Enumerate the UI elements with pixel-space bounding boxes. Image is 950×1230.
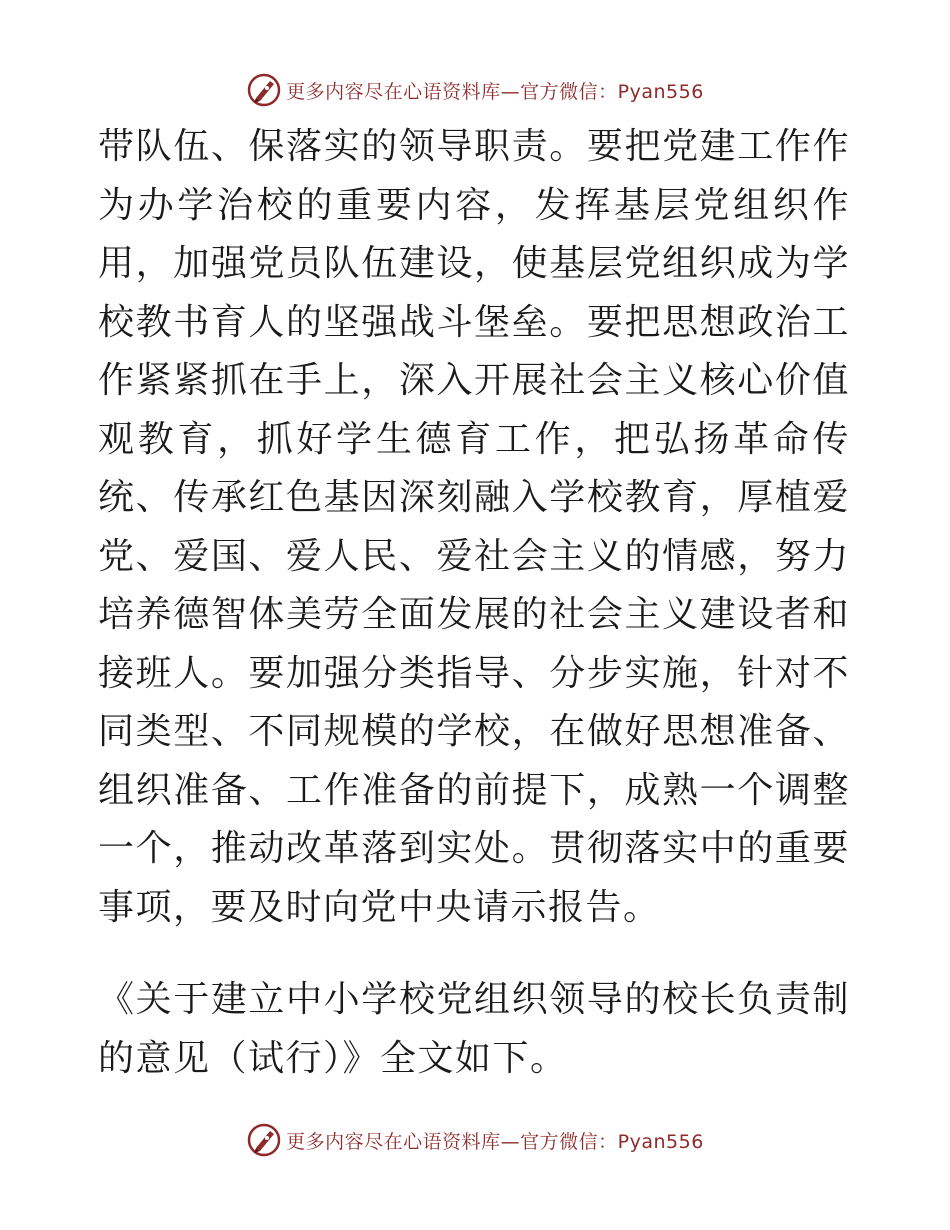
header-banner [0, 70, 950, 110]
header-banner-label: 更多内容尽在心语资料库—官方微信： [286, 80, 618, 103]
footer-banner [0, 1120, 950, 1160]
body-paragraph-1: 带队伍、保落实的领导职责。要把党建工作作为办学治校的重要内容，发挥基层党组织作用，加强党员队伍建设，使基层党组织成为学校教书育人的坚强战斗堡垒。要把思想政治工作紧紧抓在手上，深入开展社会主义核心价值观教育，抓好学生德育工作，把弘扬革命传统、传承红色基因深刻融入学校教育，厚植爱党、爱国、爱人民、爱社会主义的情感，努力培养德智体美劳全面发展的社会主义建设者和接班人。要加强分类指导、分步实施，针对不同类型、不同规模的学校，在做好思想准备、组织准备、工作准备的前提下，成熟一个调整一个，推动改革落到实处。贯彻落实中的重要事项，要及时向党中央请示报告。 [98, 126, 850, 928]
footer-banner-label: 更多内容尽在心语资料库—官方微信： [286, 1130, 618, 1153]
footer-banner-text [286, 1127, 704, 1154]
footer-banner-handle: Pyan556 [617, 1130, 704, 1153]
header-banner-handle: Pyan556 [617, 80, 704, 103]
header-banner-text [286, 77, 704, 104]
pen-logo-icon [246, 1122, 282, 1158]
body-paragraph-2: 《关于建立中小学校党组织领导的校长负责制的意见（试行）》全文如下。 [98, 979, 850, 1079]
pen-logo-icon [246, 72, 282, 108]
document-body [98, 118, 850, 1088]
